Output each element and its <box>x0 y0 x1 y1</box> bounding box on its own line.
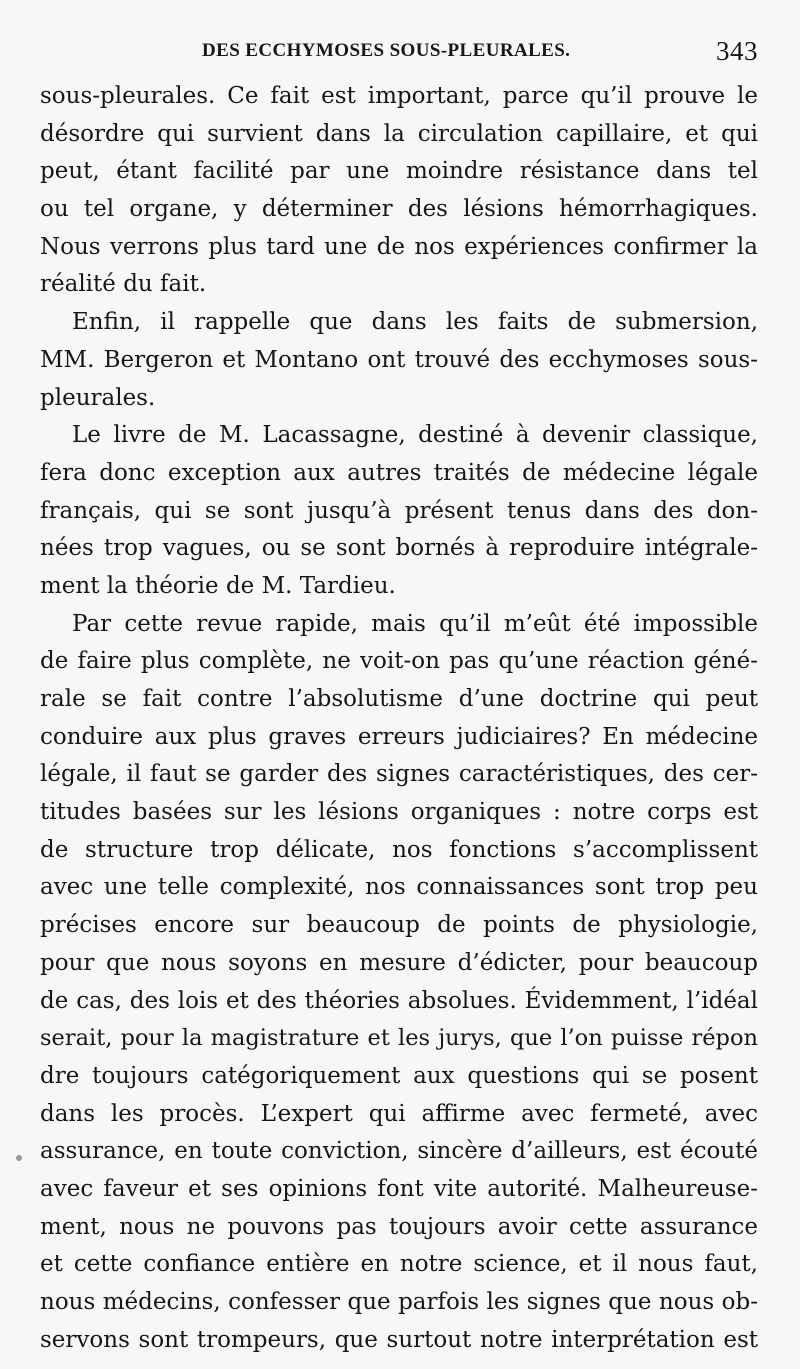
text-line: ou tel organe, y déterminer des lésions hémorrhagiques. <box>40 196 758 223</box>
text-line: Nous verrons plus tard une de nos expériences confirmer la <box>40 233 758 260</box>
text-line: servons sont trompeurs, que surtout notre interprétation est <box>40 1326 758 1353</box>
text-line: assurance, en toute conviction, sincère d’ailleurs, est écouté <box>40 1138 758 1165</box>
text-line: peut, étant facilité par une moindre résistance dans tel <box>40 158 758 185</box>
text-line: Le livre de M. Lacassagne, destiné à devenir classique, <box>72 422 758 449</box>
print-speck <box>16 1155 22 1161</box>
text-line: avec une telle complexité, nos connaissances sont trop peu <box>40 874 758 901</box>
text-line: Par cette revue rapide, mais qu’il m’eût été impossible <box>72 610 758 637</box>
text-line: rale se fait contre l’absolutisme d’une doctrine qui peut <box>40 686 758 712</box>
text-line: de cas, des lois et des théories absolues. Évidemment, l’idéal <box>40 987 758 1014</box>
text-line: français, qui se sont jusqu’à présent tenus dans des don- <box>40 497 758 524</box>
text-line: conduire aux plus graves erreurs judiciaires? En médecine <box>40 723 758 750</box>
text-line: sous-pleurales. Ce fait est important, parce qu’il prouve le <box>40 83 758 109</box>
body-text <box>40 78 758 1359</box>
text-line: fera donc exception aux autres traités de médecine légale <box>40 459 758 486</box>
text-line: nées trop vagues, ou se sont bornés à reproduire intégrale- <box>40 535 758 562</box>
text-line: légale, il faut se garder des signes caractéristiques, des cer- <box>40 761 758 788</box>
page-number: 343 <box>716 36 758 66</box>
text-line: serait, pour la magistrature et les jurys, que l’on puisse répon <box>40 1025 758 1052</box>
text-line: réalité du fait. <box>40 271 207 298</box>
running-head: DES ECCHYMOSES SOUS-PLEURALES. <box>202 40 571 61</box>
text-line: dans les procès. L’expert qui affirme avec fermeté, avec <box>40 1100 758 1127</box>
text-line: Enfin, il rappelle que dans les faits de submersion, <box>72 309 758 336</box>
text-line: de faire plus complète, ne voit-on pas qu’une réaction géné- <box>40 648 758 675</box>
text-line: nous médecins, confesser que parfois les signes que nous ob- <box>40 1289 758 1315</box>
text-line: pleurales. <box>40 384 156 411</box>
text-line: précises encore sur beaucoup de points de physiologie, <box>40 912 758 939</box>
text-line: titudes basées sur les lésions organiques : notre corps est <box>40 799 758 826</box>
text-line: désordre qui survient dans la circulation capillaire, et qui <box>40 120 758 147</box>
text-line: pour que nous soyons en mesure d’édicter, pour beaucoup <box>40 949 758 976</box>
text-line: ment la théorie de M. Tardieu. <box>40 572 396 599</box>
text-line: de structure trop délicate, nos fonctions s’accomplissent <box>40 836 758 863</box>
text-line: MM. Bergeron et Montano ont trouvé des ecchymoses sous- <box>40 346 758 373</box>
text-line: dre toujours catégoriquement aux questions qui se posent <box>40 1062 758 1089</box>
text-line: ment, nous ne pouvons pas toujours avoir cette assurance <box>40 1213 758 1240</box>
text-line: avec faveur et ses opinions font vite autorité. Malheureuse- <box>40 1175 758 1202</box>
page-header <box>40 36 758 70</box>
text-line: et cette confiance entière en notre science, et il nous faut, <box>40 1251 758 1278</box>
